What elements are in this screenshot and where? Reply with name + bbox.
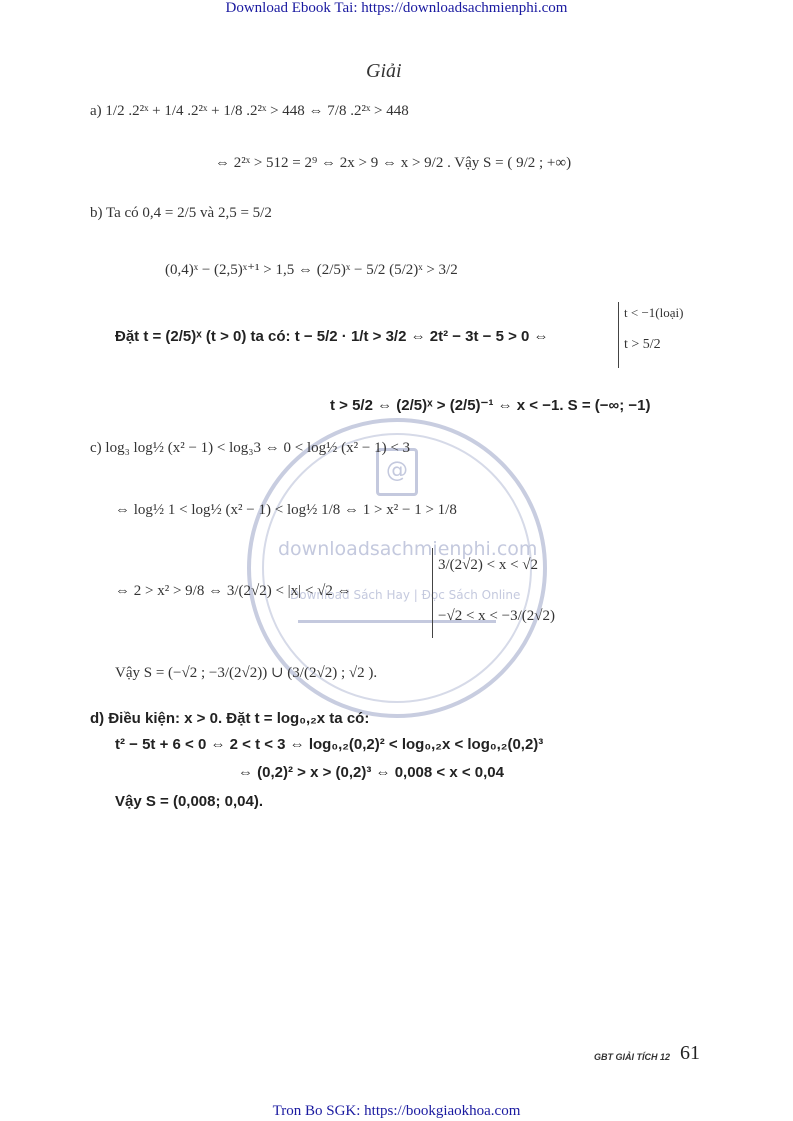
- part-d-line-4: Vậy S = (0,008; 0,04).: [115, 793, 264, 810]
- part-c-line-1: c) log₃ log½ (x² − 1) < log₃3 ⇔ 0 < log½ (x² − 1) < 3: [90, 440, 411, 456]
- part-a-line-1: a) 1/2 .2²ˣ + 1/4 .2²ˣ + 1/8 .2²ˣ > 448 ⇔ 7/8 .2²ˣ > 448: [90, 103, 409, 119]
- part-c-case-2: −√2 < x < −3/(2√2): [438, 608, 555, 624]
- part-b-line-3: Đặt t = (2/5)ˣ (t > 0) ta có: t − 5/2 · 1/t > 3/2 ⇔ 2t² − 3t − 5 > 0 ⇔: [115, 328, 549, 345]
- watermark-tagline: Download Sách Hay | Đọc Sách Online: [290, 588, 521, 602]
- part-b-case-1: t < −1(loại): [624, 305, 684, 320]
- watermark-site: downloadsachmienphi.com: [278, 538, 538, 560]
- part-c-case-1: 3/(2√2) < x < √2: [438, 557, 539, 573]
- footer-banner[interactable]: Tron Bo SGK: https://bookgiaokhoa.com: [272, 1103, 521, 1119]
- part-c-case-bracket: [432, 548, 433, 638]
- page-title: Giải: [366, 60, 402, 82]
- page-number: 61: [680, 1042, 700, 1064]
- header-banner[interactable]: Download Ebook Tai: https://downloadsachmienphi.com: [225, 0, 568, 16]
- part-d-line-1: d) Điều kiện: x > 0. Đặt t = log₀,₂x ta có:: [90, 710, 370, 727]
- part-c-line-3: ⇔ 2 > x² > 9/8 ⇔ 3/(2√2) < |x| < √2 ⇔: [115, 583, 352, 599]
- part-b-line-1: b) Ta có 0,4 = 2/5 và 2,5 = 5/2: [90, 205, 272, 221]
- part-d-line-2: t² − 5t + 6 < 0 ⇔ 2 < t < 3 ⇔ log₀,₂(0,2)² < log₀,₂x < log₀,₂(0,2)³: [115, 736, 544, 753]
- part-b-case-bracket: [618, 302, 619, 368]
- part-c-line-4: Vậy S = (−√2 ; −3/(2√2)) ∪ (3/(2√2) ; √2 ).: [115, 665, 378, 681]
- part-d-line-3: ⇔ (0,2)² > x > (0,2)³ ⇔ 0,008 < x < 0,04: [238, 764, 504, 781]
- part-b-line-2: (0,4)ˣ − (2,5)ˣ⁺¹ > 1,5 ⇔ (2/5)ˣ − 5/2 (5/2)ˣ > 3/2: [165, 262, 458, 278]
- part-c-line-2: ⇔ log½ 1 < log½ (x² − 1) < log½ 1/8 ⇔ 1 > x² − 1 > 1/8: [115, 502, 457, 518]
- part-a-line-2: ⇔ 2²ˣ > 512 = 2⁹ ⇔ 2x > 9 ⇔ x > 9/2 . Vậy S = ( 9/2 ; +∞): [215, 155, 572, 171]
- book-label: GBT GIẢI TÍCH 12: [594, 1052, 671, 1062]
- watermark-book-icon: @: [376, 448, 418, 496]
- part-b-case-2: t > 5/2: [624, 337, 661, 352]
- part-b-line-4: t > 5/2 ⇔ (2/5)ˣ > (2/5)⁻¹ ⇔ x < −1. S = (−∞; −1): [330, 397, 651, 414]
